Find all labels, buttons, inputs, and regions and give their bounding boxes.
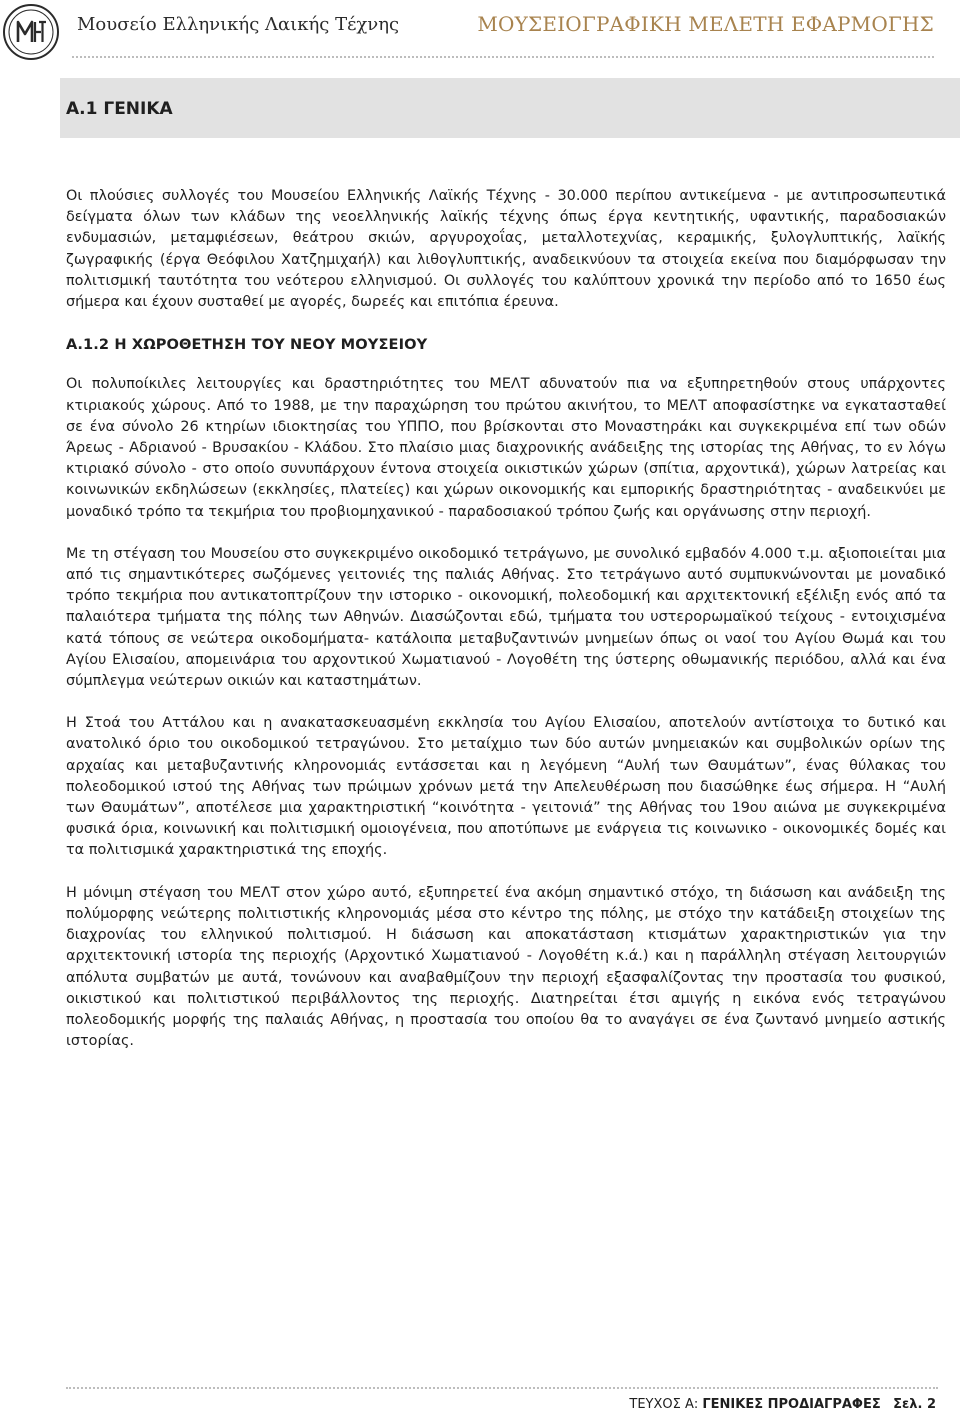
section-title: Α.1 ΓΕΝΙΚΑ bbox=[66, 99, 173, 119]
header-divider bbox=[72, 56, 934, 58]
intro-paragraph: Οι πλούσιες συλλογές του Μουσείου Ελληνικής Λαϊκής Τέχνης - 30.000 περίπου αντικείμενα - με αντιπροσωπευτικά δείγματα όλων των κλάδων της νεοελληνικής λαϊκής τέχνης όπως έργα κεντητικής, υφαντικής, παραδοσιακών ενδυμασιών, μεταμφιέσεων, θεάτρου σκιών, αργυροχοΐας, μεταλλοτεχνίας, κεραμικής, ξυλογλυπτικής, λαϊκής ζωγραφικής (έργα Θεόφιλου Χατζημιχαήλ) και λιθογλυπτικής, αναδεικνύουν τα στοιχεία εκείνα που διαμόρφωσαν την πολιτισμική ταυτότητα του νεότερου ελληνισμού. Οι συλλογές του καλύπτουν χρονικά την περίοδο από το 1650 έως σήμερα και έχουν συσταθεί με αγορές, δωρεές και επιτόπια έρευνα. bbox=[66, 188, 946, 311]
footer-volume-title: ΓΕΝΙΚΕΣ ΠΡΟΔΙΑΓΡΑΦΕΣ bbox=[702, 1397, 881, 1412]
page-header bbox=[0, 0, 960, 66]
footer-page-number: Σελ. 2 bbox=[893, 1397, 936, 1412]
footer-divider bbox=[66, 1387, 938, 1389]
document-body bbox=[66, 186, 946, 1073]
subsection-heading: Α.1.2 Η ΧΩΡΟΘΕΤΗΣΗ ΤΟΥ ΝΕΟΥ ΜΟΥΣΕΙΟΥ bbox=[66, 336, 428, 354]
study-title: ΜΟΥΣΕΙΟΓΡΑΦΙΚΗ ΜΕΛΕΤΗ ΕΦΑΡΜΟΓΗΣ bbox=[477, 12, 934, 36]
footer-volume-label: ΤΕΥΧΟΣ Α: bbox=[629, 1397, 699, 1412]
paragraph-1: Οι πολυποίκιλες λειτουργίες και δραστηριότητες του ΜΕΛΤ αδυνατούν πια να εξυπηρετηθούν στους υπάρχοντες κτιριακούς χώρους. Από το 1988, με την παραχώρηση του πρώτου ακινήτου, το ΜΕΛΤ αποφασίστηκε να εγκατασταθεί σε ένα σύνολο 26 κτηρίων ιδιοκτησίας του ΥΠΠΟ, που βρίσκονται στο Μοναστηράκι και συγκεκριμένα επί των οδών Άρεως - Αδριανού - Βρυσακίου - Κλάδου. Στο πλαίσιο μιας διαχρονικής ανάδειξης της ιστορίας της Αθήνας, το εν λόγω κτιριακό σύνολο - στο οποίο συνυπάρχουν έντονα στοιχεία οικιστικών χώρων (σπίτια, αρχοντικά), χώρων λατρείας και κοινωνικών εκδηλώσεων (εκκλησίες, πλατείες) και χώρων οικονομικής και εμπορικής δραστηριότητας - αναδεικνύει με μοναδικό τρόπο τα τεκμήρια του προβιομηχανικού - παραδοσιακού τρόπου ζωής και οργάνωσης στην περιοχή. bbox=[66, 376, 946, 520]
museum-logo-icon bbox=[3, 4, 59, 60]
page-footer bbox=[629, 1397, 936, 1412]
section-band bbox=[60, 78, 960, 138]
paragraph-3: Η Στοά του Αττάλου και η ανακατασκευασμένη εκκλησία του Αγίου Ελισαίου, αποτελούν αντίστοιχα το δυτικό και ανατολικό όριο του οικοδομικού τετραγώνου. Στο μεταίχμιο των δύο αυτών μνημειακών και συμβολικών ορίων της αρχαίας και μεταβυζαντινής κληρονομιάς εντάσσεται και η λεγόμενη “Αυλή των Θαυμάτων”, ένας θύλακας του πολεοδομικού ιστού της Αθήνας των πρώιμων χρόνων μετά την Απελευθέρωση που διασώθηκε έως σήμερα. Η “Αυλή των Θαυμάτων”, αποτέλεσε μια χαρακτηριστική “κοινότητα - γειτονιά” της Αθήνας του 19ου αιώνα με συγκεκριμένα φυσικά όρια, κοινωνική και πολιτισμική ομοιογένεια, που αποτύπωνε με ενάργεια τις κοινωνικο - οικονομικές δομές και τα πολιτισμικά χαρακτηριστικά της εποχής. bbox=[66, 715, 946, 859]
museum-name: Μουσείο Ελληνικής Λαικής Τέχνης bbox=[77, 14, 400, 35]
paragraph-4: Η μόνιμη στέγαση του ΜΕΛΤ στον χώρο αυτό, εξυπηρετεί ένα ακόμη σημαντικό στόχο, τη διάσωση και ανάδειξη της πολύμορφης νεώτερης πολιτιστικής κληρονομιάς μέσα στο κέντρο της πόλης, με στόχο την κατάδειξη στοιχείων της διαχρονίας του ελληνικού πολιτισμού. Η διάσωση και αποκατάσταση κτισμάτων χαρακτηριστικών για την αρχιτεκτονική ιστορία της περιοχής (Αρχοντικό Χωματιανού - Λογοθέτη κ.ά.) και η παράλληλη στέγαση λειτουργιών απόλυτα συμβατών με αυτά, τονώνουν και αναβαθμίζουν την περιοχή εξασφαλίζοντας την προστασία του φυσικού, οικιστικού και πολιτιστικού περιβάλλοντος της περιοχής. Διατηρείται έτσι αμιγής η εικόνα ενός τετραγώνου πολεοδομικής μορφής της παλαιάς Αθήνας, η προστασία του οποίου θα το αναγάγει σε ένα ζωντανό μνημείο αστικής ιστορίας. bbox=[66, 884, 946, 1050]
paragraph-2: Με τη στέγαση του Μουσείου στο συγκεκριμένο οικοδομικό τετράγωνο, με συνολικό εμβαδόν 4.000 τ.μ. αξιοποιείται μια από τις σημαντικότερες σωζόμενες γειτονιές της παλιάς Αθήνας. Στο τετράγωνο αυτό συμπυκνώνονται με μοναδικό τρόπο τεκμήρια που αντικατοπτρίζουν την ιστορικο - οικονομική, πολεοδομική και αρχιτεκτονική εξέλιξη ενός από τα παλαιότερα τμήματα της πόλης των Αθηνών. Διασώζονται εδώ, τμήματα του υστερορωμαϊκού τείχους - εντοιχισμένα κατά τόπους σε νεώτερα οικοδομήματα- κατάλοιπα μεταβυζαντινών μνημείων όπως οι ναοί του Αγίου Θωμά και του Αγίου Ελισαίου, απομεινάρια του αρχοντικού Χωματιανού - Λογοθέτη της ύστερης οθωμανικής περιόδου, αλλά και ένα σύμπλεγμα νεώτερων οικιών και καταστημάτων. bbox=[66, 545, 946, 690]
